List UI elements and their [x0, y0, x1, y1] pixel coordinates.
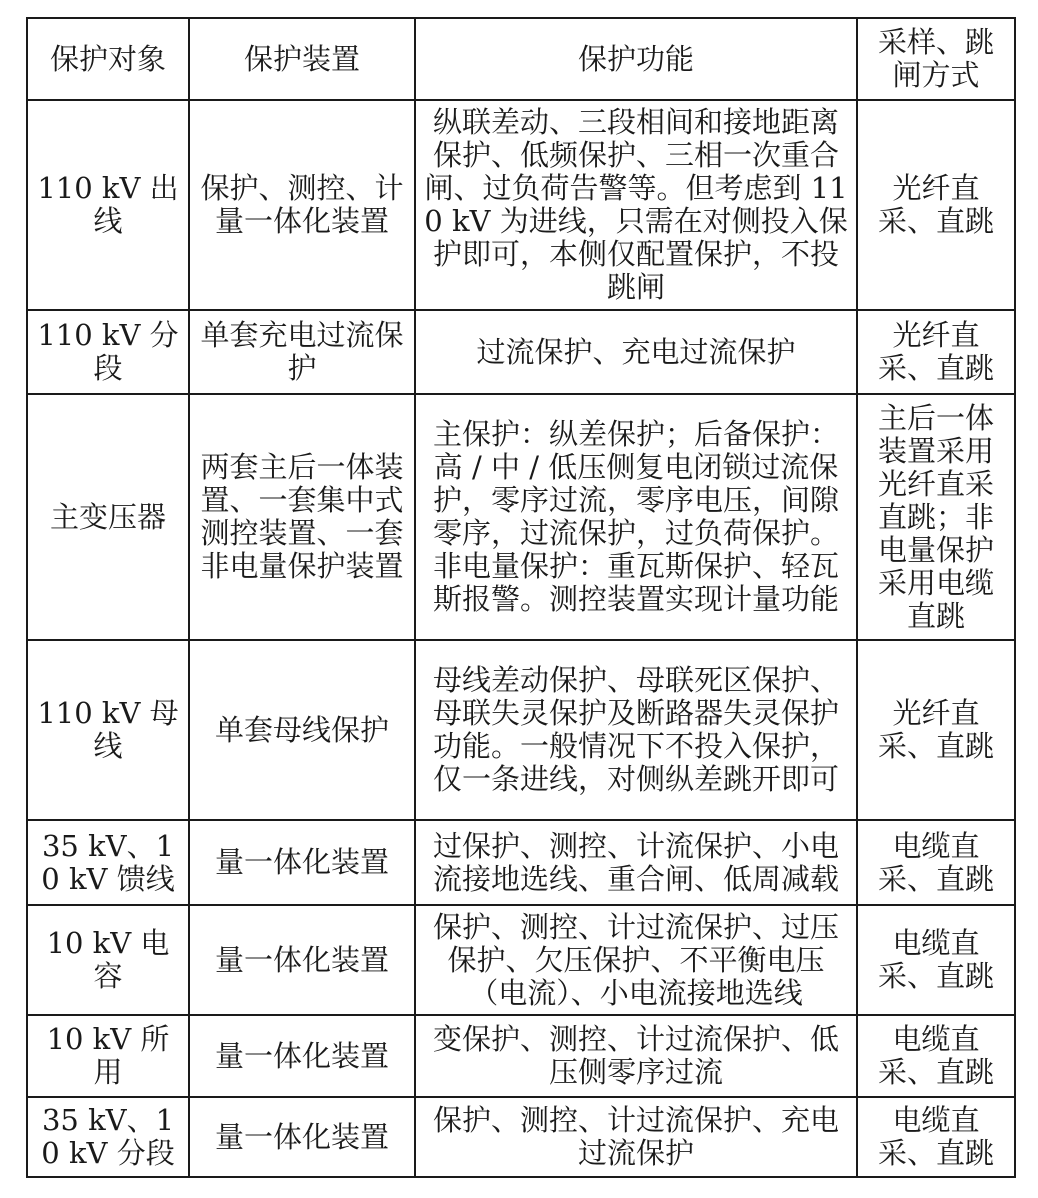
table-row	[27, 394, 1015, 640]
table-header-row	[27, 18, 1015, 100]
header-method: 采样、跳闸方式	[857, 18, 1015, 100]
table-row	[27, 640, 1015, 820]
cell-object: 主变压器	[27, 394, 189, 640]
table-row	[27, 1015, 1015, 1097]
table-row	[27, 905, 1015, 1015]
protection-config-table-container	[26, 17, 1016, 1178]
table-row	[27, 820, 1015, 905]
cell-function: 过流保护、充电过流保护	[415, 310, 857, 394]
cell-function: 保护、测控、计过流保护、充电过流保护	[415, 1097, 857, 1177]
cell-function: 主保护：纵差保护；后备保护：高 / 中 / 低压侧复电闭锁过流保护，零序过流，零序电压，间隙零序，过流保护，过负荷保护。非电量保护：重瓦斯保护、轻瓦斯报警。测控装置实现计量功能	[415, 394, 857, 640]
cell-device: 量一体化装置	[189, 905, 415, 1015]
cell-object: 110 kV 出线	[27, 100, 189, 310]
cell-object: 110 kV 分段	[27, 310, 189, 394]
cell-method: 电缆直采、直跳	[857, 1015, 1015, 1097]
table-row	[27, 310, 1015, 394]
cell-device: 量一体化装置	[189, 820, 415, 905]
cell-device: 单套母线保护	[189, 640, 415, 820]
cell-function: 母线差动保护、母联死区保护、母联失灵保护及断路器失灵保护功能。一般情况下不投入保护，仅一条进线，对侧纵差跳开即可	[415, 640, 857, 820]
header-function: 保护功能	[415, 18, 857, 100]
header-device: 保护装置	[189, 18, 415, 100]
cell-device: 量一体化装置	[189, 1097, 415, 1177]
cell-function: 纵联差动、三段相间和接地距离保护、低频保护、三相一次重合闸、过负荷告警等。但考虑到 110 kV 为进线，只需在对侧投入保护即可，本侧仅配置保护，不投跳闸	[415, 100, 857, 310]
cell-method: 电缆直采、直跳	[857, 905, 1015, 1015]
cell-function: 保护、测控、计过流保护、过压保护、欠压保护、不平衡电压（电流）、小电流接地选线	[415, 905, 857, 1015]
cell-object: 110 kV 母线	[27, 640, 189, 820]
cell-function: 变保护、测控、计过流保护、低压侧零序过流	[415, 1015, 857, 1097]
cell-device: 保护、测控、计量一体化装置	[189, 100, 415, 310]
cell-object: 10 kV 电容	[27, 905, 189, 1015]
table-row	[27, 1097, 1015, 1177]
cell-method: 主后一体装置采用光纤直采直跳；非电量保护采用电缆直跳	[857, 394, 1015, 640]
cell-device: 量一体化装置	[189, 1015, 415, 1097]
cell-method: 光纤直采、直跳	[857, 310, 1015, 394]
cell-method: 电缆直采、直跳	[857, 1097, 1015, 1177]
cell-object: 10 kV 所用	[27, 1015, 189, 1097]
cell-method: 光纤直采、直跳	[857, 100, 1015, 310]
protection-config-table	[26, 17, 1016, 1178]
cell-device: 两套主后一体装置、一套集中式测控装置、一套非电量保护装置	[189, 394, 415, 640]
cell-function: 过保护、测控、计流保护、小电流接地选线、重合闸、低周减载	[415, 820, 857, 905]
cell-object: 35 kV、10 kV 分段	[27, 1097, 189, 1177]
header-object: 保护对象	[27, 18, 189, 100]
table-row	[27, 100, 1015, 310]
cell-method: 电缆直采、直跳	[857, 820, 1015, 905]
cell-device: 单套充电过流保护	[189, 310, 415, 394]
cell-method: 光纤直采、直跳	[857, 640, 1015, 820]
cell-object: 35 kV、10 kV 馈线	[27, 820, 189, 905]
